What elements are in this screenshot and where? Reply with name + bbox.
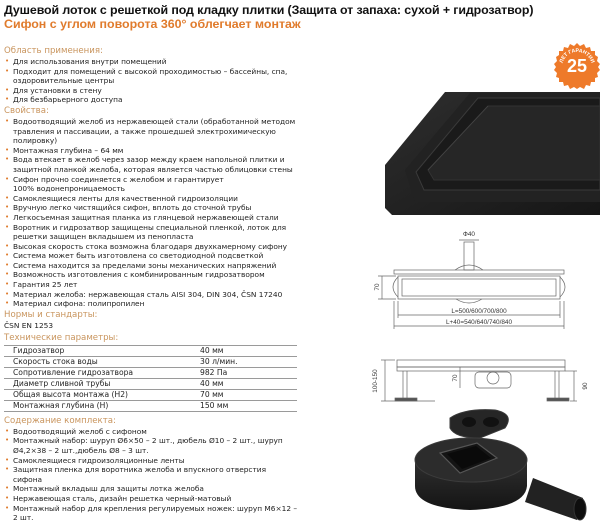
kit-list — [4, 426, 298, 523]
list-item: • Подходит для помещений с высокой проходимостью – бассейны, спа, оздоровительные центры — [4, 67, 334, 86]
list-item: • Сифон прочно соединяется с желобом и гарантирует 100% водонепроницаемость — [4, 175, 234, 194]
list-item: • Самоклеящиеся гидроизоляционные ленты — [4, 456, 294, 466]
warranty-years: 25 — [566, 56, 588, 76]
list-item: • Защитная пленка для воротника желоба и впускного отверстия сифона — [4, 465, 294, 484]
svg-text:100-150: 100-150 — [372, 369, 379, 393]
list-item: • Для безбарьерного доступа — [4, 95, 334, 105]
list-item: • Нержавеющая сталь, дизайн решетка черный-матовый — [4, 494, 294, 504]
properties-list — [4, 117, 309, 309]
page-title: Душевой лоток с решеткой под кладку плитки (Защита от запаха: сухой + гидрозатвор) — [4, 3, 534, 17]
svg-text:L+40=540/640/740/840: L+40=540/640/740/840 — [445, 319, 513, 326]
list-item: • Система может быть изготовлена со светодиодной подсветкой — [4, 251, 309, 261]
list-item: • Вода втекает в желоб через зазор между краем напольной плитки и защитной планкой желоба, которая является частью облицовки стены — [4, 155, 309, 174]
table-row — [4, 367, 297, 378]
svg-text:ЛЕТ ГАРАНТИИ: ЛЕТ ГАРАНТИИ — [558, 47, 596, 64]
list-item: • Материал сифона: полипропилен — [4, 299, 309, 309]
drain-channel-image — [380, 90, 600, 220]
param-name: Гидрозатвор — [4, 345, 200, 356]
svg-text:70: 70 — [452, 374, 459, 382]
spec-column — [4, 45, 334, 523]
list-item: • Материал желоба: нержавеющая сталь AISI 304, DIN 304, ČSN 17240 — [4, 290, 309, 300]
list-item: • Для использования внутри помещений — [4, 57, 334, 67]
list-item: • Монтажная глубина – 64 мм — [4, 146, 309, 156]
properties-heading: Свойства: — [4, 105, 49, 116]
top-view-drawing — [370, 225, 600, 335]
param-name: Общая высота монтажа (H2) — [4, 389, 200, 400]
table-row — [4, 345, 297, 356]
param-value: 982 Па — [200, 367, 297, 378]
param-name: Диаметр сливной трубы — [4, 378, 200, 389]
warranty-badge — [553, 42, 600, 90]
list-item: • Воротник и гидрозатвор защищены специальной пленкой, лоток для решетки защищен вкладышем из пенопласта — [4, 223, 309, 242]
standards-heading: Нормы и стандарты: — [4, 309, 98, 320]
list-item: • Система находится за пределами зоны механических напряжений — [4, 261, 309, 271]
list-item: • Монтажный набор для крепления регулируемых ножек: шуруп M6×12 – 2 шт. — [4, 504, 304, 523]
param-value: 40 мм — [200, 378, 297, 389]
list-item: • Для установки в стену — [4, 86, 334, 96]
list-item: • Монтажный набор: шуруп Ø6×50 – 2 шт., дюбель Ø10 – 2 шт., шуруп Ø4,2×38 – 2 шт.,дюбель Ø8 – 3 шт. — [4, 436, 294, 455]
param-value: 40 мм — [200, 345, 297, 356]
svg-text:90: 90 — [582, 382, 589, 390]
svg-text:70: 70 — [374, 283, 381, 291]
list-item: • Высокая скорость стока возможна благодаря двухкамерному сифону — [4, 242, 309, 252]
list-item: • Легкосъемная защитная планка из глянцевой нержавеющей стали — [4, 213, 309, 223]
tech-params-heading: Технические параметры: — [4, 332, 119, 343]
list-item: • Вручную легко чистящийся сифон, вплоть до сточной трубы — [4, 203, 309, 213]
list-item: • Гарантия 25 лет — [4, 280, 309, 290]
table-row — [4, 400, 297, 411]
list-item: • Водоотводящий желоб с сифоном — [4, 427, 294, 437]
svg-text:Ф40: Ф40 — [463, 231, 475, 238]
param-name: Скорость стока воды — [4, 356, 200, 367]
list-item: • Водоотводящий желоб из нержавеющей стали (обработанной методом травления и пассивации, а также прошедшей электрохимическую полировку) — [4, 117, 309, 146]
param-name: Сопротивление гидрозатвора — [4, 367, 200, 378]
table-row — [4, 389, 297, 400]
table-row — [4, 356, 297, 367]
param-value: 70 мм — [200, 389, 297, 400]
standards-value: ČSN EN 1253 — [4, 320, 54, 330]
page-subtitle: Сифон с углом поворота 360° облегчает монтаж — [4, 17, 301, 31]
siphon-image — [405, 398, 595, 525]
param-value: 30 л/мин. — [200, 356, 297, 367]
tech-params-table — [4, 345, 297, 412]
kit-heading: Содержание комплекта: — [4, 415, 116, 426]
list-item: • Монтажный вкладыш для защиты лотка желоба — [4, 484, 294, 494]
list-item: • Возможность изготовления с комбинированным гидрозатвором — [4, 270, 309, 280]
param-name: Монтажная глубина (H) — [4, 400, 200, 411]
table-row — [4, 378, 297, 389]
svg-text:L=500/600/700/800: L=500/600/700/800 — [451, 308, 507, 315]
param-value: 150 мм — [200, 400, 297, 411]
list-item: • Самоклеящиеся ленты для качественной гидроизоляции — [4, 194, 309, 204]
application-list — [4, 57, 334, 105]
application-heading: Область применения: — [4, 46, 103, 56]
